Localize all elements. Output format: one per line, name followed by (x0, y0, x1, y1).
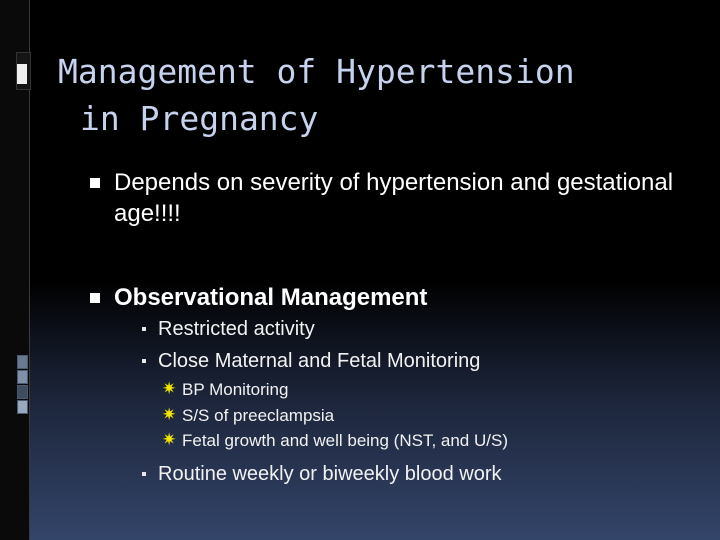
sub-sub-bullet-item (88, 403, 708, 429)
title-line-1: Management of Hypertension (58, 52, 575, 91)
side-accent-bar (17, 370, 28, 384)
sub-sub-bullet-text: BP Monitoring (182, 380, 289, 399)
square-bullet-icon (90, 178, 100, 188)
slide-title (58, 48, 698, 142)
side-accent-bar (17, 400, 28, 414)
sub-bullet-item (88, 313, 708, 345)
bullet-item (88, 167, 708, 229)
side-accent-bar (17, 355, 28, 369)
small-square-bullet-icon (142, 472, 146, 476)
title-line-2: in Pregnancy (80, 99, 319, 138)
yellow-starburst-icon: ✷ (162, 430, 177, 450)
sub-bullet-text: Close Maternal and Fetal Monitoring (158, 350, 481, 372)
sub-sub-bullet-item (88, 428, 708, 454)
square-bullet-icon (90, 293, 100, 303)
bullet-list (88, 167, 708, 490)
title-accent-mark (17, 64, 27, 84)
side-accent-bar (17, 385, 28, 399)
sub-bullet-text: Restricted activity (158, 318, 315, 340)
yellow-starburst-icon: ✷ (162, 404, 177, 425)
sub-bullet-item (88, 458, 708, 490)
small-square-bullet-icon (142, 327, 146, 331)
yellow-starburst-icon: ✷ (162, 379, 177, 399)
sub-bullet-text: Routine weekly or biweekly blood work (158, 462, 502, 485)
bullet-text: Observational Management (114, 284, 428, 311)
sub-bullet-item (88, 345, 708, 377)
small-square-bullet-icon (142, 359, 146, 363)
bullet-text: Depends on severity of hypertension and gestational age!!!! (114, 169, 674, 227)
bullet-item (88, 282, 708, 313)
sub-sub-bullet-text: S/S of preeclampsia (182, 405, 335, 425)
sub-sub-bullet-item (88, 377, 708, 403)
sub-sub-bullet-text: Fetal growth and well being (NST, and U/S) (182, 431, 508, 450)
